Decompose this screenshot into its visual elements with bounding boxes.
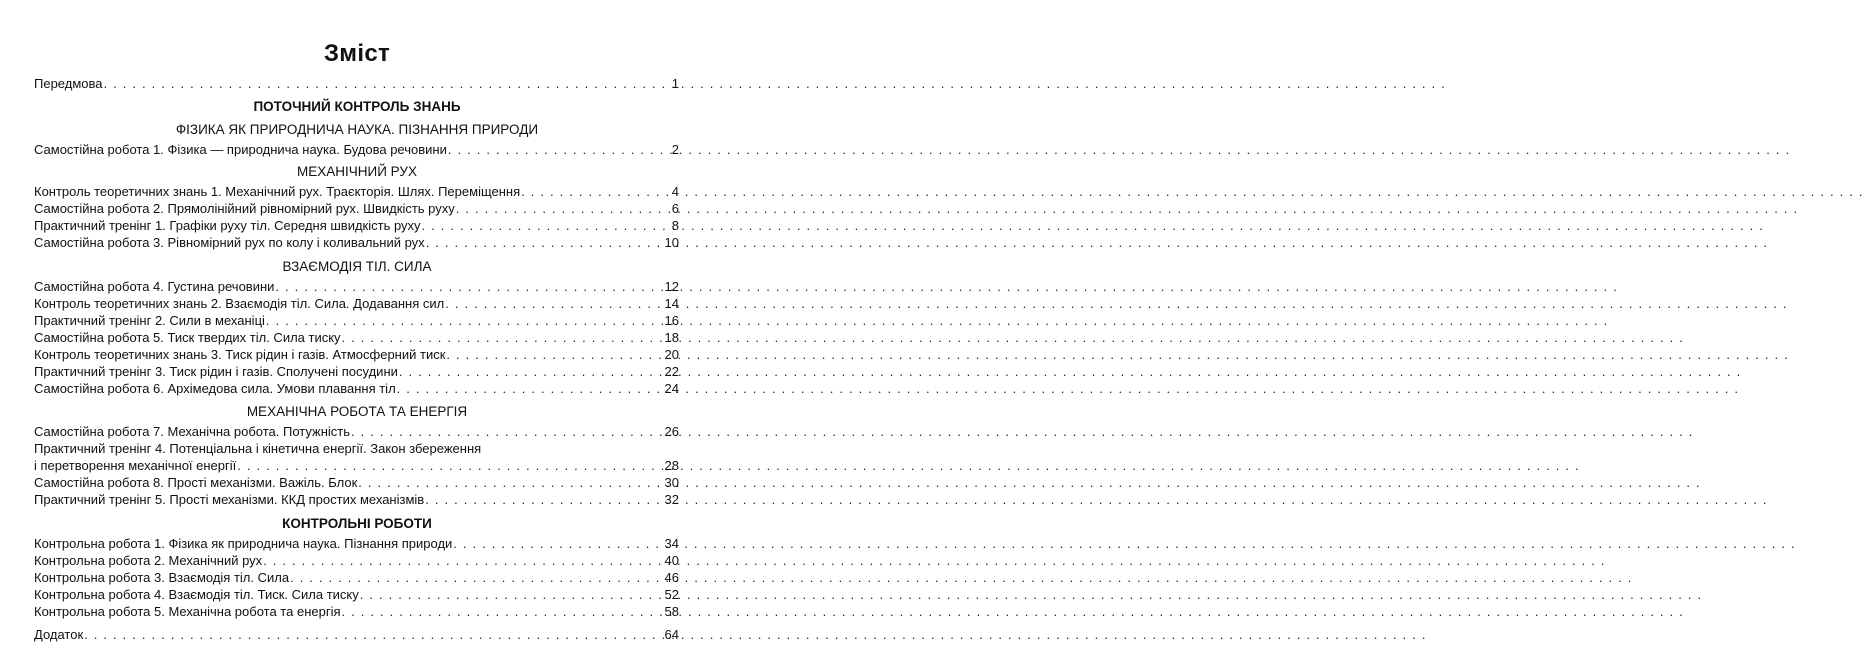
toc-entry-page: 18: [664, 330, 679, 345]
dot-leader: [360, 586, 664, 603]
toc-entry-page: 46: [664, 570, 679, 585]
toc-entry[interactable]: [34, 603, 679, 620]
section-heading-work-energy: МЕХАНІЧНА РОБОТА ТА ЕНЕРГІЯ: [246, 404, 468, 419]
toc-entry[interactable]: [34, 346, 679, 363]
toc-entry[interactable]: [34, 552, 679, 569]
toc-entry-label: Практичний тренінг 5. Прості механізми. ККД простих механізмів: [34, 492, 425, 507]
dot-leader: [266, 312, 664, 329]
toc-entry-page: 26: [664, 424, 679, 439]
dot-leader: [263, 552, 663, 569]
toc-entry-page: 64: [664, 627, 679, 642]
toc-entry[interactable]: [34, 295, 679, 312]
toc-entry-label: Контроль теоретичних знань 2. Взаємодія тіл. Сила. Додавання сил: [34, 296, 445, 311]
toc-entry-page: 16: [664, 313, 679, 328]
toc-entry-label: Самостійна робота 3. Рівномірний рух по колу і коливальний рух: [34, 235, 425, 250]
toc-entry-label: Контрольна робота 2. Механічний рух: [34, 553, 263, 568]
toc-entry[interactable]: [34, 200, 679, 217]
toc-entry-label: Самостійна робота 6. Архімедова сила. Умови плавання тіл: [34, 381, 396, 396]
toc-entry[interactable]: [34, 586, 679, 603]
page-title: Зміст: [323, 40, 391, 67]
toc-entry-page: 24: [664, 381, 679, 396]
toc-entry[interactable]: [34, 380, 679, 397]
dot-leader: [399, 363, 664, 380]
toc-entry-label: Самостійна робота 4. Густина речовини: [34, 279, 275, 294]
dot-leader: [453, 535, 663, 552]
section-heading-interaction-force: ВЗАЄМОДІЯ ТІЛ. СИЛА: [282, 259, 432, 274]
dot-leader: [290, 569, 663, 586]
toc-entry-label: Практичний тренінг 2. Сили в механіці: [34, 313, 265, 328]
toc-entry-label: Самостійна робота 2. Прямолінійний рівномірний рух. Швидкість руху: [34, 201, 455, 216]
dot-leader: [104, 75, 671, 92]
dot-leader: [237, 457, 663, 474]
toc-entry-page: 20: [664, 347, 679, 362]
dot-leader: [84, 626, 663, 643]
dot-leader: [422, 217, 671, 234]
toc-entry-label: Практичний тренінг 3. Тиск рідин і газів. Сполучені посудини: [34, 364, 398, 379]
dot-leader: [446, 346, 663, 363]
toc-entry-label: Додаток: [34, 627, 84, 642]
toc-entry-page: 8: [671, 218, 679, 233]
toc-entry-label: Контрольна робота 4. Взаємодія тіл. Тиск. Сила тиску: [34, 587, 359, 602]
toc-entry-label: Контроль теоретичних знань 3. Тиск рідин і газів. Атмосферний тиск: [34, 347, 446, 362]
toc-entry-page: 1: [671, 76, 679, 91]
toc-entry-page: 30: [664, 475, 679, 490]
dot-leader: [448, 141, 671, 158]
toc-entry-page: 34: [664, 536, 679, 551]
toc-entry[interactable]: [34, 278, 679, 295]
toc-entry-label: Передмова: [34, 76, 103, 91]
toc-entry-label: Самостійна робота 8. Прості механізми. Важіль. Блок: [34, 475, 358, 490]
toc-entry[interactable]: [34, 535, 679, 552]
dot-leader: [275, 278, 663, 295]
section-heading-physics-science: ФІЗИКА ЯК ПРИРОДНИЧА НАУКА. ПІЗНАННЯ ПРИРОДИ: [175, 122, 539, 137]
toc-entry-label-line2: і перетворення механічної енергії: [34, 458, 237, 473]
toc-entry[interactable]: [34, 234, 679, 251]
dot-leader: [342, 329, 664, 346]
toc-entry-label-line1[interactable]: Практичний тренінг 4. Потенціальна і кінетична енергії. Закон збереження: [34, 441, 482, 456]
dot-leader: [425, 491, 663, 508]
toc-entry-label: Самостійна робота 5. Тиск твердих тіл. Сила тиску: [34, 330, 341, 345]
section-heading-current-control: ПОТОЧНИЙ КОНТРОЛЬ ЗНАНЬ: [253, 99, 461, 114]
toc-entry[interactable]: [34, 474, 679, 491]
toc-entry-appendix[interactable]: [34, 626, 679, 643]
toc-entry-label: Самостійна робота 1. Фізика — природнича наука. Будова речовини: [34, 142, 447, 157]
dot-leader: [445, 295, 663, 312]
dot-leader: [358, 474, 663, 491]
dot-leader: [521, 183, 671, 200]
section-heading-mechanical-motion: МЕХАНІЧНИЙ РУХ: [297, 164, 417, 179]
toc-entry-page: 40: [664, 553, 679, 568]
toc-entry-page: 52: [664, 587, 679, 602]
toc-entry[interactable]: [34, 183, 679, 200]
toc-entry-label: Контрольна робота 1. Фізика як природнича наука. Пізнання природи: [34, 536, 453, 551]
dot-leader: [426, 234, 664, 251]
toc-entry[interactable]: [34, 363, 679, 380]
toc-entry-page: 6: [671, 201, 679, 216]
toc-entry-page: 2: [671, 142, 679, 157]
toc-entry-label: Контрольна робота 3. Взаємодія тіл. Сила: [34, 570, 290, 585]
table-of-contents-page: [0, 0, 714, 650]
toc-entry-page: 22: [664, 364, 679, 379]
toc-entry-label: Практичний тренінг 1. Графіки руху тіл. Середня швидкість руху: [34, 218, 421, 233]
toc-entry-page: 58: [664, 604, 679, 619]
dot-leader: [351, 423, 664, 440]
toc-entry-page: 28: [664, 458, 679, 473]
toc-entry-page: 12: [664, 279, 679, 294]
toc-entry[interactable]: [34, 569, 679, 586]
toc-entry-preface[interactable]: [34, 75, 679, 92]
dot-leader: [456, 200, 671, 217]
toc-entry-page: 10: [664, 235, 679, 250]
toc-entry[interactable]: [34, 457, 679, 474]
toc-entry-page: 14: [664, 296, 679, 311]
toc-entry[interactable]: [34, 329, 679, 346]
dot-leader: [342, 603, 664, 620]
toc-entry[interactable]: [34, 491, 679, 508]
section-heading-control-works: КОНТРОЛЬНІ РОБОТИ: [282, 516, 432, 531]
dot-leader: [397, 380, 664, 397]
toc-entry-page: 4: [671, 184, 679, 199]
toc-entry[interactable]: [34, 141, 679, 158]
toc-entry-label: Контрольна робота 5. Механічна робота та енергія: [34, 604, 341, 619]
toc-entry[interactable]: [34, 423, 679, 440]
toc-entry[interactable]: [34, 217, 679, 234]
toc-entry-page: 32: [664, 492, 679, 507]
toc-entry-label: Самостійна робота 7. Механічна робота. Потужність: [34, 424, 351, 439]
toc-entry-label: Контроль теоретичних знань 1. Механічний рух. Траєкторія. Шлях. Переміщення: [34, 184, 521, 199]
toc-entry[interactable]: [34, 312, 679, 329]
